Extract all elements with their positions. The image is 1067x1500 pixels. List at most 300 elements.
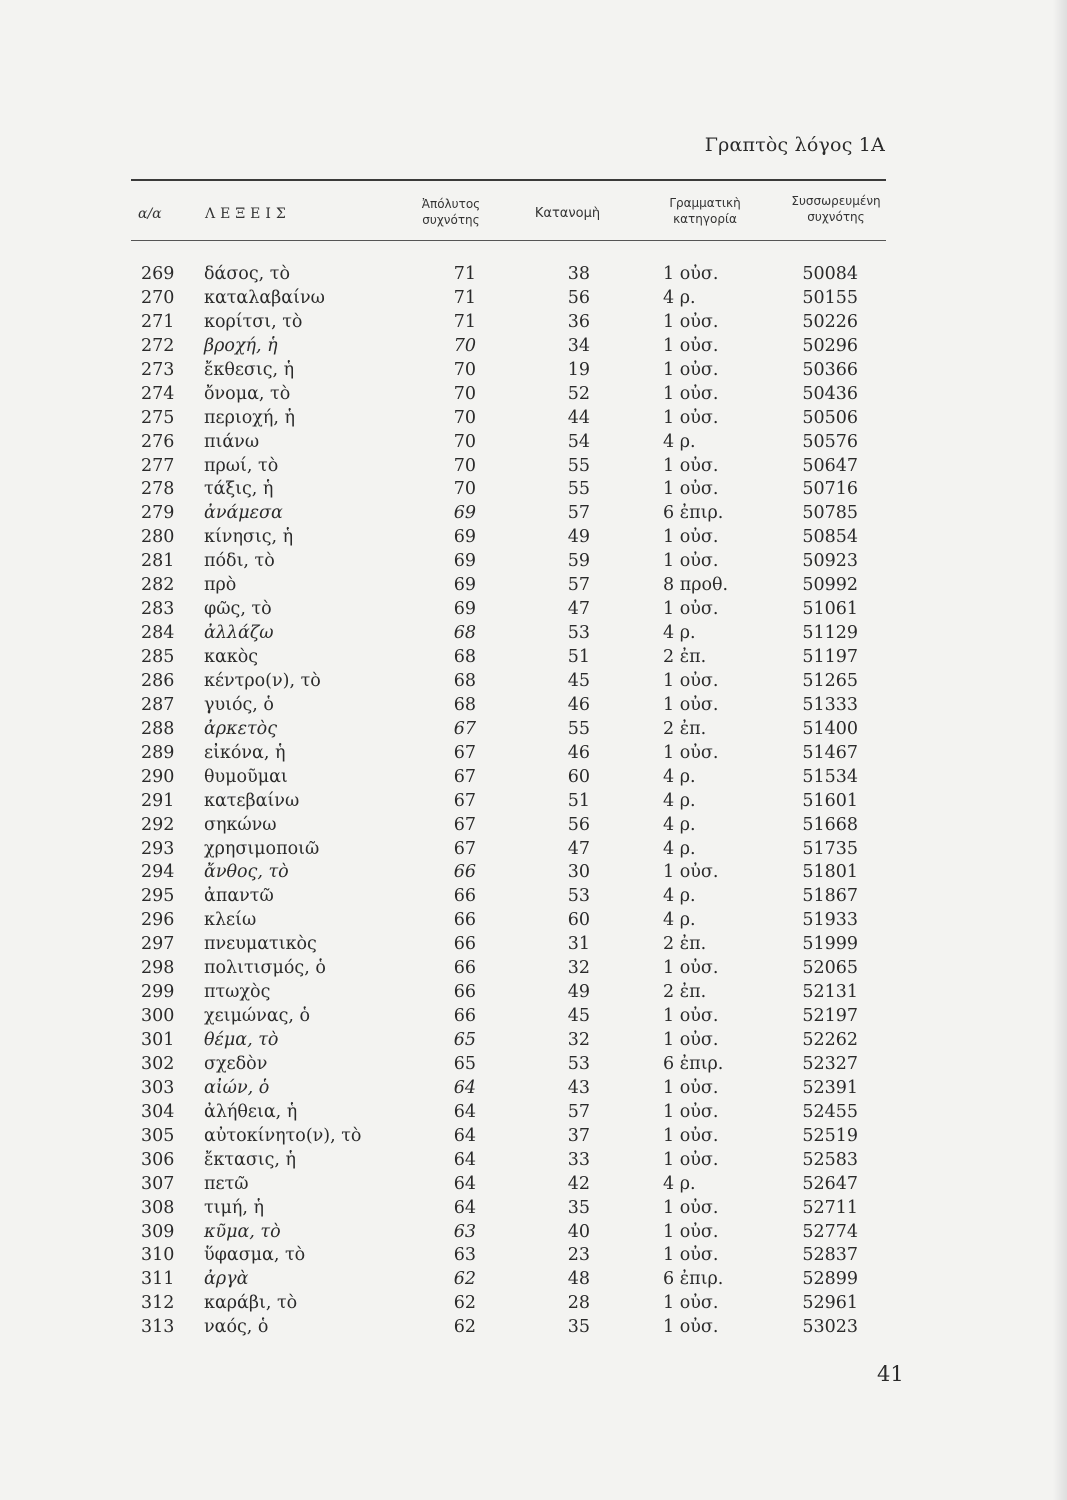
row-index: 289	[141, 742, 175, 763]
row-grammatical-category: 1 οὐσ.	[663, 359, 719, 380]
row-cumulative-frequency: 51333	[802, 694, 858, 715]
row-index: 271	[141, 311, 175, 332]
table-row	[0, 839, 1067, 863]
row-index: 291	[141, 790, 175, 811]
row-index: 284	[141, 623, 175, 644]
row-absolute-frequency: 64	[453, 1149, 476, 1170]
row-index: 302	[141, 1053, 175, 1074]
table-row	[0, 312, 1067, 336]
row-word: πόδι, τὸ	[204, 551, 275, 572]
row-index: 313	[141, 1317, 175, 1338]
row-index: 312	[141, 1293, 175, 1314]
table-row	[0, 360, 1067, 384]
table-row	[0, 456, 1067, 480]
row-grammatical-category: 1 οὐσ.	[663, 551, 719, 572]
row-index: 279	[141, 503, 175, 524]
table-row	[0, 1078, 1067, 1102]
table-row	[0, 1222, 1067, 1246]
table-row	[0, 1245, 1067, 1269]
row-absolute-frequency: 64	[453, 1101, 476, 1122]
row-cumulative-frequency: 52391	[802, 1077, 858, 1098]
row-absolute-frequency: 67	[453, 838, 476, 859]
table-row	[0, 647, 1067, 671]
row-absolute-frequency: 63	[453, 1245, 476, 1266]
row-word: πιάνω	[204, 431, 260, 452]
row-cumulative-frequency: 50576	[802, 431, 858, 452]
row-absolute-frequency: 66	[453, 982, 476, 1003]
row-grammatical-category: 2 ἐπ.	[663, 647, 707, 667]
row-index: 280	[141, 527, 175, 548]
row-index: 304	[141, 1101, 175, 1122]
row-absolute-frequency: 65	[453, 1053, 476, 1074]
table-row	[0, 791, 1067, 815]
row-absolute-frequency: 67	[453, 742, 476, 763]
row-distribution: 28	[567, 1293, 590, 1314]
table-row	[0, 503, 1067, 527]
row-absolute-frequency: 67	[453, 766, 476, 787]
row-word: τιμή, ἡ	[204, 1197, 265, 1218]
header-grammatical-category	[640, 195, 770, 227]
row-cumulative-frequency: 51933	[802, 910, 858, 931]
row-grammatical-category: 1 οὐσ.	[663, 1030, 719, 1050]
row-word: ἀπαντῶ	[204, 886, 274, 907]
row-index: 293	[141, 838, 175, 859]
row-absolute-frequency: 64	[453, 1077, 476, 1098]
row-distribution: 31	[567, 934, 590, 955]
row-word: χειμώνας, ὁ	[204, 1006, 311, 1027]
table-row	[0, 551, 1067, 575]
row-grammatical-category: 4 ρ.	[663, 814, 696, 835]
row-absolute-frequency: 67	[453, 790, 476, 811]
row-distribution: 33	[567, 1149, 590, 1170]
row-distribution: 53	[567, 886, 590, 907]
row-word: θυμοῦμαι	[204, 766, 288, 787]
table-row	[0, 479, 1067, 503]
row-distribution: 60	[567, 910, 590, 931]
row-absolute-frequency: 70	[453, 335, 476, 356]
row-distribution: 44	[567, 407, 590, 428]
row-grammatical-category: 6 ἐπιρ.	[663, 503, 724, 524]
row-absolute-frequency: 66	[453, 934, 476, 955]
row-grammatical-category: 4 ρ.	[663, 886, 696, 907]
row-word: αἰών, ὁ	[204, 1077, 270, 1098]
row-index: 309	[141, 1221, 175, 1242]
row-word: χρησιμοποιῶ	[204, 838, 320, 859]
row-index: 276	[141, 431, 175, 452]
row-cumulative-frequency: 52961	[802, 1293, 858, 1314]
row-cumulative-frequency: 53023	[802, 1317, 858, 1338]
row-distribution: 34	[567, 335, 590, 356]
row-absolute-frequency: 66	[453, 910, 476, 931]
row-distribution: 55	[567, 479, 590, 500]
row-index: 311	[141, 1269, 175, 1290]
row-grammatical-category: 4 ρ.	[663, 838, 696, 859]
row-absolute-frequency: 69	[453, 527, 476, 548]
row-index: 278	[141, 479, 175, 500]
row-cumulative-frequency: 50506	[802, 407, 858, 428]
header-cumulative-frequency	[780, 193, 892, 225]
row-distribution: 32	[567, 958, 590, 979]
row-index: 297	[141, 934, 175, 955]
table-row	[0, 288, 1067, 312]
header-cumulative-line2: συχνότης	[807, 210, 865, 224]
row-distribution: 32	[567, 1030, 590, 1050]
row-grammatical-category: 1 οὐσ.	[663, 1006, 719, 1027]
row-word: ἀνάμεσα	[204, 503, 283, 524]
row-index: 301	[141, 1030, 175, 1050]
row-word: γυιός, ὁ	[204, 694, 274, 715]
row-word: φῶς, τὸ	[204, 599, 272, 620]
row-distribution: 53	[567, 623, 590, 644]
header-absolute-frequency	[405, 196, 497, 228]
row-cumulative-frequency: 50785	[802, 503, 858, 524]
row-grammatical-category: 4 ρ.	[663, 790, 696, 811]
row-grammatical-category: 2 ἐπ.	[663, 718, 707, 739]
table-row	[0, 408, 1067, 432]
row-index: 277	[141, 455, 175, 476]
table-row	[0, 910, 1067, 934]
row-index: 306	[141, 1149, 175, 1170]
row-word: πτωχὸς	[204, 982, 271, 1003]
row-word: κακὸς	[204, 647, 259, 667]
row-grammatical-category: 1 οὐσ.	[663, 1293, 719, 1314]
row-grammatical-category: 1 οὐσ.	[663, 455, 719, 476]
row-distribution: 48	[567, 1269, 590, 1290]
table-row	[0, 958, 1067, 982]
row-cumulative-frequency: 52899	[802, 1269, 858, 1290]
row-cumulative-frequency: 51197	[802, 647, 858, 667]
row-index: 298	[141, 958, 175, 979]
row-grammatical-category: 1 οὐσ.	[663, 1077, 719, 1098]
row-absolute-frequency: 69	[453, 599, 476, 620]
row-word: πρὸ	[204, 575, 237, 596]
table-row	[0, 719, 1067, 743]
row-word: περιοχή, ἡ	[204, 407, 295, 428]
table-row	[0, 336, 1067, 360]
row-cumulative-frequency: 51601	[802, 790, 858, 811]
table-row	[0, 384, 1067, 408]
row-distribution: 53	[567, 1053, 590, 1074]
row-grammatical-category: 4 ρ.	[663, 766, 696, 787]
row-grammatical-category: 1 οὐσ.	[663, 742, 719, 763]
row-index: 288	[141, 718, 175, 739]
row-grammatical-category: 1 οὐσ.	[663, 1125, 719, 1146]
row-index: 272	[141, 335, 175, 356]
row-word: κλείω	[204, 910, 257, 931]
header-absolute-line1: Ἀπόλυτος	[421, 197, 481, 211]
row-distribution: 51	[567, 647, 590, 667]
table-row	[0, 982, 1067, 1006]
row-cumulative-frequency: 50436	[802, 383, 858, 404]
row-index: 269	[141, 264, 175, 284]
table-row	[0, 1126, 1067, 1150]
row-word: πρωί, τὸ	[204, 455, 279, 476]
row-word: ἀλλάζω	[204, 623, 274, 644]
row-word: πετῶ	[204, 1173, 249, 1194]
row-cumulative-frequency: 52065	[802, 958, 858, 979]
table-row	[0, 527, 1067, 551]
row-word: βροχή, ἡ	[204, 335, 278, 356]
row-absolute-frequency: 66	[453, 886, 476, 907]
row-word: κορίτσι, τὸ	[204, 311, 303, 332]
row-distribution: 56	[567, 814, 590, 835]
row-grammatical-category: 1 οὐσ.	[663, 1245, 719, 1266]
row-cumulative-frequency: 52327	[802, 1053, 858, 1074]
row-absolute-frequency: 64	[453, 1125, 476, 1146]
row-cumulative-frequency: 52519	[802, 1125, 858, 1146]
row-cumulative-frequency: 50716	[802, 479, 858, 500]
row-index: 275	[141, 407, 175, 428]
row-index: 286	[141, 670, 175, 691]
table-row	[0, 1006, 1067, 1030]
row-absolute-frequency: 68	[453, 647, 476, 667]
running-head: Γραπτὸς λόγος 1Α	[704, 134, 885, 156]
row-word: θέμα, τὸ	[204, 1030, 279, 1050]
row-distribution: 47	[567, 599, 590, 620]
row-cumulative-frequency: 52262	[802, 1030, 858, 1050]
row-distribution: 45	[567, 1006, 590, 1027]
row-cumulative-frequency: 51467	[802, 742, 858, 763]
row-word: καράβι, τὸ	[204, 1293, 298, 1314]
row-absolute-frequency: 67	[453, 718, 476, 739]
row-word: κῦμα, τὸ	[204, 1221, 281, 1242]
row-word: κέντρο(ν), τὸ	[204, 670, 321, 691]
row-absolute-frequency: 68	[453, 623, 476, 644]
row-distribution: 37	[567, 1125, 590, 1146]
table-row	[0, 623, 1067, 647]
header-cumulative-line1: Συσσωρευμένη	[791, 194, 881, 208]
row-word: ἀρκετὸς	[204, 718, 277, 739]
row-index: 310	[141, 1245, 175, 1266]
row-absolute-frequency: 70	[453, 383, 476, 404]
row-absolute-frequency: 62	[453, 1293, 476, 1314]
row-grammatical-category: 1 οὐσ.	[663, 862, 719, 883]
row-index: 270	[141, 287, 175, 308]
row-cumulative-frequency: 52583	[802, 1149, 858, 1170]
row-distribution: 56	[567, 287, 590, 308]
row-grammatical-category: 1 οὐσ.	[663, 1221, 719, 1242]
table-row	[0, 1102, 1067, 1126]
table-row	[0, 886, 1067, 910]
table-row	[0, 1150, 1067, 1174]
row-grammatical-category: 1 οὐσ.	[663, 479, 719, 500]
row-cumulative-frequency: 51801	[802, 862, 858, 883]
row-cumulative-frequency: 50226	[802, 311, 858, 332]
row-absolute-frequency: 66	[453, 862, 476, 883]
row-cumulative-frequency: 52197	[802, 1006, 858, 1027]
table-row	[0, 1317, 1067, 1341]
row-grammatical-category: 1 οὐσ.	[663, 407, 719, 428]
row-absolute-frequency: 71	[453, 264, 476, 284]
row-word: δάσος, τὸ	[204, 264, 290, 284]
row-absolute-frequency: 67	[453, 814, 476, 835]
row-cumulative-frequency: 51061	[802, 599, 858, 620]
row-cumulative-frequency: 51534	[802, 766, 858, 787]
table-row	[0, 1030, 1067, 1054]
row-index: 281	[141, 551, 175, 572]
header-distribution: Κατανομὴ	[534, 206, 601, 221]
row-absolute-frequency: 70	[453, 431, 476, 452]
row-grammatical-category: 8 προθ.	[663, 575, 729, 596]
row-word: καταλαβαίνω	[204, 287, 325, 308]
row-index: 285	[141, 647, 175, 667]
row-word: ἔκτασις, ἡ	[204, 1149, 297, 1170]
row-word: κατεβαίνω	[204, 790, 300, 811]
row-word: ὄνομα, τὸ	[204, 383, 291, 404]
row-index: 282	[141, 575, 175, 596]
row-absolute-frequency: 64	[453, 1197, 476, 1218]
page-number: 41	[877, 1362, 904, 1386]
row-distribution: 23	[567, 1245, 590, 1266]
row-grammatical-category: 6 ἐπιρ.	[663, 1053, 724, 1074]
row-absolute-frequency: 71	[453, 287, 476, 308]
row-index: 308	[141, 1197, 175, 1218]
table-row	[0, 767, 1067, 791]
table-row	[0, 1269, 1067, 1293]
row-word: ναός, ὁ	[204, 1317, 269, 1338]
row-grammatical-category: 1 οὐσ.	[663, 958, 719, 979]
row-word: πνευματικὸς	[204, 934, 317, 955]
row-distribution: 57	[567, 575, 590, 596]
row-distribution: 55	[567, 455, 590, 476]
row-cumulative-frequency: 50647	[802, 455, 858, 476]
row-grammatical-category: 1 οὐσ.	[663, 1197, 719, 1218]
row-grammatical-category: 4 ρ.	[663, 910, 696, 931]
row-absolute-frequency: 70	[453, 407, 476, 428]
row-cumulative-frequency: 51867	[802, 886, 858, 907]
row-distribution: 43	[567, 1077, 590, 1098]
row-grammatical-category: 4 ρ.	[663, 431, 696, 452]
row-index: 290	[141, 766, 175, 787]
row-distribution: 52	[567, 383, 590, 404]
row-grammatical-category: 1 οὐσ.	[663, 527, 719, 548]
row-distribution: 51	[567, 790, 590, 811]
row-word: ὕφασμα, τὸ	[204, 1245, 306, 1266]
table-row	[0, 743, 1067, 767]
row-absolute-frequency: 70	[453, 479, 476, 500]
row-absolute-frequency: 68	[453, 694, 476, 715]
row-absolute-frequency: 69	[453, 551, 476, 572]
row-distribution: 35	[567, 1197, 590, 1218]
row-distribution: 45	[567, 670, 590, 691]
row-index: 305	[141, 1125, 175, 1146]
row-word: πολιτισμός, ὁ	[204, 958, 326, 979]
row-word: τάξις, ἡ	[204, 479, 274, 500]
row-word: σχεδὸν	[204, 1053, 268, 1074]
row-index: 273	[141, 359, 175, 380]
header-absolute-line2: συχνότης	[422, 213, 480, 227]
row-absolute-frequency: 69	[453, 503, 476, 524]
row-index: 287	[141, 694, 175, 715]
table-row	[0, 432, 1067, 456]
row-distribution: 49	[567, 982, 590, 1003]
header-grammatical-line1: Γραμματικὴ	[669, 196, 741, 210]
row-grammatical-category: 1 οὐσ.	[663, 335, 719, 356]
row-cumulative-frequency: 51999	[802, 934, 858, 955]
row-grammatical-category: 1 οὐσ.	[663, 264, 719, 284]
table-row	[0, 1174, 1067, 1198]
row-absolute-frequency: 62	[453, 1269, 476, 1290]
row-distribution: 59	[567, 551, 590, 572]
table-header	[0, 180, 1067, 240]
row-word: ἄνθος, τὸ	[204, 862, 289, 883]
row-absolute-frequency: 69	[453, 575, 476, 596]
row-index: 300	[141, 1006, 175, 1027]
row-index: 295	[141, 886, 175, 907]
row-cumulative-frequency: 51668	[802, 814, 858, 835]
row-word: ἔκθεσις, ἡ	[204, 359, 295, 380]
row-grammatical-category: 2 ἐπ.	[663, 934, 707, 955]
row-word: κίνησις, ἡ	[204, 527, 294, 548]
row-cumulative-frequency: 52711	[802, 1197, 858, 1218]
row-distribution: 54	[567, 431, 590, 452]
table-header-rule	[131, 240, 886, 241]
word-frequency-table	[0, 264, 1067, 1341]
row-grammatical-category: 4 ρ.	[663, 287, 696, 308]
row-distribution: 36	[567, 311, 590, 332]
row-absolute-frequency: 66	[453, 958, 476, 979]
row-word: ἀλήθεια, ἡ	[204, 1101, 298, 1122]
row-index: 274	[141, 383, 175, 404]
row-cumulative-frequency: 50084	[802, 264, 858, 284]
row-word: σηκώνω	[204, 814, 277, 835]
table-row	[0, 934, 1067, 958]
row-cumulative-frequency: 52647	[802, 1173, 858, 1194]
table-row	[0, 264, 1067, 288]
row-absolute-frequency: 63	[453, 1221, 476, 1242]
row-cumulative-frequency: 52131	[802, 982, 858, 1003]
row-distribution: 19	[567, 359, 590, 380]
row-distribution: 57	[567, 503, 590, 524]
row-distribution: 49	[567, 527, 590, 548]
row-distribution: 57	[567, 1101, 590, 1122]
row-cumulative-frequency: 52774	[802, 1221, 858, 1242]
row-word: ἀργὰ	[204, 1269, 249, 1290]
table-row	[0, 575, 1067, 599]
row-distribution: 46	[567, 742, 590, 763]
row-grammatical-category: 2 ἐπ.	[663, 982, 707, 1003]
row-cumulative-frequency: 50296	[802, 335, 858, 356]
row-cumulative-frequency: 51129	[802, 623, 858, 644]
row-grammatical-category: 6 ἐπιρ.	[663, 1269, 724, 1290]
row-absolute-frequency: 70	[453, 359, 476, 380]
table-row	[0, 1054, 1067, 1078]
table-row	[0, 1198, 1067, 1222]
row-cumulative-frequency: 50992	[802, 575, 858, 596]
row-grammatical-category: 1 οὐσ.	[663, 694, 719, 715]
row-cumulative-frequency: 51400	[802, 718, 858, 739]
row-cumulative-frequency: 51735	[802, 838, 858, 859]
row-grammatical-category: 1 οὐσ.	[663, 383, 719, 404]
row-absolute-frequency: 68	[453, 670, 476, 691]
row-grammatical-category: 4 ρ.	[663, 1173, 696, 1194]
header-index: α/α	[138, 206, 162, 222]
row-distribution: 42	[567, 1173, 590, 1194]
table-row	[0, 862, 1067, 886]
row-absolute-frequency: 71	[453, 311, 476, 332]
row-index: 299	[141, 982, 175, 1003]
row-absolute-frequency: 62	[453, 1317, 476, 1338]
row-distribution: 30	[567, 862, 590, 883]
row-distribution: 40	[567, 1221, 590, 1242]
row-grammatical-category: 1 οὐσ.	[663, 1317, 719, 1338]
row-absolute-frequency: 65	[453, 1030, 476, 1050]
row-absolute-frequency: 70	[453, 455, 476, 476]
row-cumulative-frequency: 51265	[802, 670, 858, 691]
row-cumulative-frequency: 50923	[802, 551, 858, 572]
row-grammatical-category: 1 οὐσ.	[663, 1101, 719, 1122]
row-cumulative-frequency: 50854	[802, 527, 858, 548]
